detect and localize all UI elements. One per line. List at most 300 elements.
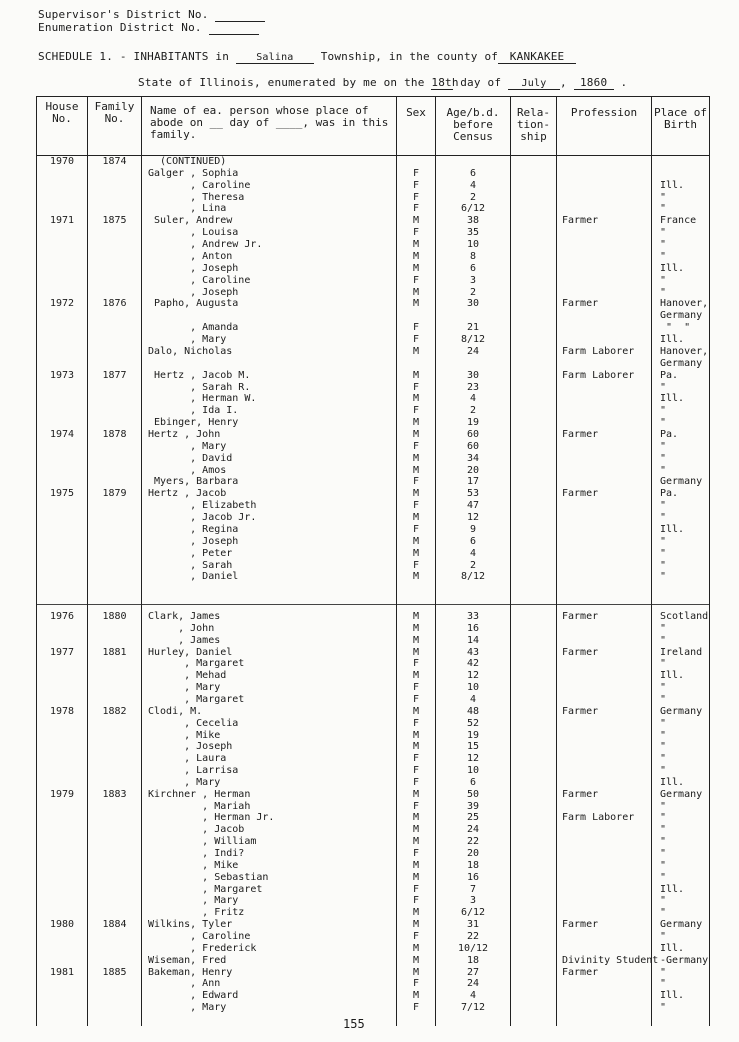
cell-name: , Cecelia xyxy=(148,717,239,729)
cell-age: 20 xyxy=(466,464,480,476)
cell-age: 17 xyxy=(466,476,480,488)
supervisor-label: Supervisor's District No. xyxy=(38,8,209,21)
cell-family: 1882 xyxy=(102,705,127,717)
cell-name: , William xyxy=(148,836,257,848)
cell-age: 6 xyxy=(469,535,477,547)
cell-age: 2 xyxy=(469,405,477,417)
cell-name: , Lina xyxy=(148,203,227,215)
cell-age: 12 xyxy=(466,512,480,524)
cell-place: " xyxy=(660,729,667,741)
cell-place: " xyxy=(660,836,667,848)
cell-sex: F xyxy=(412,682,420,694)
cell-sex: M xyxy=(412,788,420,800)
township-label: Township, in the county of xyxy=(320,50,499,63)
cell-name: , Indi? xyxy=(148,848,245,859)
cell-place: " xyxy=(660,1002,667,1014)
cell-age: 8 xyxy=(469,250,477,262)
cell-place: " xyxy=(660,250,667,262)
col-rule-5 xyxy=(510,96,511,1026)
cell-sex: M xyxy=(412,239,420,251)
col-header-name: Name of ea. person whose place of abode on __ day of ____, was in this family. xyxy=(150,104,389,141)
cell-age: 6 xyxy=(469,262,477,274)
cell-name: , John xyxy=(148,622,215,634)
cell-sex: F xyxy=(412,405,420,417)
cell-place: Ill. xyxy=(660,523,685,535)
cell-prof: Farmer xyxy=(562,705,599,717)
day-of-label: day of xyxy=(460,76,502,89)
cell-house: 1972 xyxy=(49,298,75,310)
cell-family: 1879 xyxy=(102,488,127,500)
cell-age: 3 xyxy=(469,274,477,286)
cell-age: 24 xyxy=(466,824,480,836)
cell-sex: M xyxy=(412,215,420,227)
cell-name: Hertz , John xyxy=(148,429,221,440)
day-value: 18th xyxy=(431,76,459,89)
cell-place: Ill. xyxy=(660,883,685,895)
year-value: 1860 xyxy=(574,76,614,90)
cell-place: Ill. xyxy=(660,942,685,954)
enumeration-label: Enumeration District No. xyxy=(38,21,202,34)
cell-prof: Farmer xyxy=(562,788,599,800)
cell-age: 60 xyxy=(466,440,480,452)
cell-sex: M xyxy=(412,429,420,440)
cell-sex: F xyxy=(412,765,420,777)
cell-place: " xyxy=(660,848,667,859)
cell-name: , Sarah R. xyxy=(148,381,251,393)
cell-sex: M xyxy=(412,729,420,741)
cell-name: , David xyxy=(148,452,233,464)
cell-age: 6/12 xyxy=(460,203,486,215)
cell-age: 33 xyxy=(466,611,480,622)
cell-place: " xyxy=(660,274,667,286)
cell-sex: M xyxy=(412,369,420,381)
cell-name: Galger , Sophia xyxy=(148,167,239,179)
cell-sex: M xyxy=(412,250,420,262)
cell-name: , Larrisa xyxy=(148,765,239,777)
table-top-rule xyxy=(36,96,710,97)
cell-name: Kirchner , Herman xyxy=(148,788,251,800)
col-header-age: Age/b.d. before Census xyxy=(446,106,500,143)
cell-sex: F xyxy=(412,930,420,942)
cell-age: 39 xyxy=(466,800,480,812)
cell-place: " xyxy=(660,464,667,476)
cell-name: , Caroline xyxy=(148,274,251,286)
cell-name: , Regina xyxy=(148,523,239,535)
cell-age: 4 xyxy=(469,990,477,1002)
cell-name: Suler, Andrew xyxy=(148,215,233,227)
cell-age: 52 xyxy=(466,717,480,729)
cell-age: 31 xyxy=(466,919,480,931)
cell-name: , Mary xyxy=(148,776,221,788)
cell-age: 4 xyxy=(469,547,477,559)
cell-sex: M xyxy=(412,812,420,824)
cell-name: , Mariah xyxy=(148,800,251,812)
cell-house: 1974 xyxy=(49,429,75,440)
col-header-profession: Profession xyxy=(570,106,638,119)
cell-sex: F xyxy=(412,895,420,907)
cell-sex: F xyxy=(412,523,420,535)
cell-place: -Germany xyxy=(660,954,709,966)
cell-sex: M xyxy=(412,571,420,583)
cell-place: " xyxy=(660,286,667,298)
cell-place: Ill. xyxy=(660,334,685,346)
cell-name: , Jacob xyxy=(148,824,245,836)
col-header-house: House No. xyxy=(45,100,79,125)
cell-name: , Amanda xyxy=(148,322,239,334)
cell-house: 1981 xyxy=(49,966,75,978)
cell-sex: M xyxy=(412,966,420,978)
cell-sex: F xyxy=(412,800,420,812)
cell-sex: M xyxy=(412,286,420,298)
cell-sex: M xyxy=(412,452,420,464)
cell-name: , Andrew Jr. xyxy=(148,239,263,251)
cell-place: " xyxy=(660,895,667,907)
cell-sex: F xyxy=(412,381,420,393)
cell-age: 6/12 xyxy=(460,907,486,919)
cell-age: 10/12 xyxy=(457,942,489,954)
col-header-relationship: Rela- tion- ship xyxy=(516,106,551,143)
cell-age: 8/12 xyxy=(460,571,486,583)
cell-sex: F xyxy=(412,848,420,859)
cell-age: 16 xyxy=(466,622,480,634)
cell-age: 30 xyxy=(466,369,480,381)
cell-sex: F xyxy=(412,440,420,452)
cell-name: , Daniel xyxy=(148,571,239,583)
cell-name: , Mehad xyxy=(148,670,227,682)
cell-age: 24 xyxy=(466,345,480,357)
cell-place: " xyxy=(660,812,667,824)
cell-place: Germany xyxy=(660,357,703,369)
cell-name: , Mary xyxy=(148,895,239,907)
cell-place: Germany xyxy=(660,788,703,800)
cell-name: , Margaret xyxy=(148,658,245,670)
cell-age: 10 xyxy=(466,682,480,694)
cell-name: , Joseph xyxy=(148,286,239,298)
cell-age: 21 xyxy=(466,322,480,334)
cell-place: " xyxy=(660,512,667,524)
cell-place: " xyxy=(660,547,667,559)
cell-sex: F xyxy=(412,334,420,346)
cell-place: " xyxy=(660,753,667,765)
cell-prof: Farmer xyxy=(562,966,599,978)
cell-age: 50 xyxy=(466,788,480,800)
cell-sex: M xyxy=(412,611,420,622)
cell-place: Pa. xyxy=(660,488,679,500)
cell-name: Papho, Augusta xyxy=(148,298,239,310)
cell-age: 4 xyxy=(469,393,477,405)
cell-age: 7 xyxy=(469,883,477,895)
cell-sex: F xyxy=(412,753,420,765)
cell-family: 1876 xyxy=(102,298,127,310)
cell-age: 18 xyxy=(466,859,480,871)
cell-place: Ill. xyxy=(660,393,685,405)
cell-age: 12 xyxy=(466,753,480,765)
cell-age: 6 xyxy=(469,776,477,788)
cell-place: " " xyxy=(660,322,691,334)
cell-age: 15 xyxy=(466,741,480,753)
cell-place: " xyxy=(660,800,667,812)
cell-house: 1970 xyxy=(49,156,75,167)
cell-name: , Laura xyxy=(148,753,227,765)
cell-place: " xyxy=(660,871,667,883)
cell-age: 53 xyxy=(466,488,480,500)
cell-name: , Mike xyxy=(148,729,221,741)
cell-house: 1979 xyxy=(49,788,75,800)
cell-place: " xyxy=(660,405,667,417)
cell-place: Germany xyxy=(660,919,703,931)
cell-age: 10 xyxy=(466,765,480,777)
cell-name: , Elizabeth xyxy=(148,500,257,512)
cell-age: 34 xyxy=(466,452,480,464)
cell-place: " xyxy=(660,440,667,452)
cell-place: Ill. xyxy=(660,990,685,1002)
enumeration-blank xyxy=(209,21,259,35)
cell-place: " xyxy=(660,227,667,239)
cell-name: , Louisa xyxy=(148,227,239,239)
cell-sex: F xyxy=(412,179,420,191)
cell-age: 16 xyxy=(466,871,480,883)
cell-sex: F xyxy=(412,776,420,788)
cell-name: Clodi, M. xyxy=(148,705,203,717)
cell-age: 18 xyxy=(466,954,480,966)
cell-sex: M xyxy=(412,836,420,848)
cell-sex: M xyxy=(412,954,420,966)
cell-age: 42 xyxy=(466,658,480,670)
cell-name: , Anton xyxy=(148,250,233,262)
cell-name: , Jacob Jr. xyxy=(148,512,257,524)
cell-place: " xyxy=(660,417,667,429)
cell-age: 3 xyxy=(469,895,477,907)
cell-prof: Farm Laborer xyxy=(562,369,635,381)
cell-name: , Caroline xyxy=(148,930,251,942)
cell-age: 22 xyxy=(466,836,480,848)
county-value: KANKAKEE xyxy=(498,50,576,64)
cell-name: , Herman Jr. xyxy=(148,812,275,824)
cell-age: 9 xyxy=(469,523,477,535)
cell-family: 1880 xyxy=(102,611,127,622)
cell-name: , Frederick xyxy=(148,942,257,954)
cell-age: 27 xyxy=(466,966,480,978)
state-prefix: State of Illinois, enumerated by me on the xyxy=(138,76,425,89)
cell-place: " xyxy=(660,682,667,694)
cell-name: , Mary xyxy=(148,1002,227,1014)
cell-sex: M xyxy=(412,262,420,274)
cell-sex: F xyxy=(412,167,420,179)
cell-age: 10 xyxy=(466,239,480,251)
cell-place: Germany xyxy=(660,310,703,322)
cell-place: " xyxy=(660,452,667,464)
cell-name: , Ann xyxy=(148,978,221,990)
cell-sex: M xyxy=(412,464,420,476)
cell-age: 43 xyxy=(466,646,480,658)
cell-house: 1973 xyxy=(49,369,75,381)
cell-name: Wiseman, Fred xyxy=(148,954,227,966)
cell-age: 4 xyxy=(469,179,477,191)
enumeration-line xyxy=(38,21,259,35)
cell-prof: Farm Laborer xyxy=(562,812,635,824)
col-rule-6 xyxy=(556,96,557,1026)
cell-prof: Farmer xyxy=(562,646,599,658)
cell-age: 8/12 xyxy=(460,334,486,346)
cell-family: 1875 xyxy=(102,215,127,227)
cell-name: , Mary xyxy=(148,682,221,694)
cell-sex: M xyxy=(412,547,420,559)
cell-age: 2 xyxy=(469,191,477,203)
cell-place: France xyxy=(660,215,697,227)
cell-sex: F xyxy=(412,203,420,215)
cell-age: 12 xyxy=(466,670,480,682)
cell-name: , Joseph xyxy=(148,262,239,274)
cell-place: " xyxy=(660,693,667,705)
cell-age: 14 xyxy=(466,634,480,646)
cell-sex: M xyxy=(412,512,420,524)
cell-place: Ireland xyxy=(660,646,703,658)
col-header-birthplace: Place of Birth xyxy=(654,106,707,131)
cell-sex: F xyxy=(412,274,420,286)
cell-age: 47 xyxy=(466,500,480,512)
col-rule-0 xyxy=(36,96,37,1026)
cell-name: Hertz , Jacob M. xyxy=(148,369,251,381)
cell-name: Bakeman, Henry xyxy=(148,966,233,978)
cell-sex: M xyxy=(412,345,420,357)
cell-sex: F xyxy=(412,693,420,705)
cell-place: " xyxy=(660,966,667,978)
cell-name: , Herman W. xyxy=(148,393,257,405)
cell-house: 1980 xyxy=(49,919,75,931)
cell-name: , Mary xyxy=(148,334,227,346)
col-header-family: Family No. xyxy=(94,100,135,125)
cell-prof: Farmer xyxy=(562,919,599,931)
cell-sex: M xyxy=(412,535,420,547)
cell-sex: M xyxy=(412,634,420,646)
cell-name: Clark, James xyxy=(148,611,221,622)
cell-house: 1978 xyxy=(49,705,75,717)
cell-family: 1874 xyxy=(102,156,127,167)
cell-place: " xyxy=(660,859,667,871)
cell-age: 20 xyxy=(466,848,480,859)
cell-age: 25 xyxy=(466,812,480,824)
cell-place: " xyxy=(660,381,667,393)
cell-age: 19 xyxy=(466,417,480,429)
cell-sex: F xyxy=(412,191,420,203)
cell-place: " xyxy=(660,559,667,571)
schedule-prefix: SCHEDULE 1. - INHABITANTS in xyxy=(38,50,230,63)
cell-age: 6 xyxy=(469,167,477,179)
cell-name: , Margaret xyxy=(148,693,245,705)
cell-family: 1884 xyxy=(102,919,127,931)
cell-age: 38 xyxy=(466,215,480,227)
cell-sex: F xyxy=(412,1002,420,1014)
cell-name: (CONTINUED) xyxy=(148,156,227,167)
cell-name: , Sebastian xyxy=(148,871,269,883)
cell-age: 24 xyxy=(466,978,480,990)
cell-age: 30 xyxy=(466,298,480,310)
cell-name: Wilkins, Tyler xyxy=(148,919,233,931)
cell-age: 2 xyxy=(469,559,477,571)
cell-sex: M xyxy=(412,919,420,931)
page-number: 155 xyxy=(343,1017,365,1031)
cell-age: 48 xyxy=(466,705,480,717)
section-divider-rule xyxy=(36,604,710,605)
cell-place: " xyxy=(660,571,667,583)
cell-family: 1877 xyxy=(102,369,127,381)
cell-name: , Theresa xyxy=(148,191,245,203)
cell-family: 1878 xyxy=(102,429,127,440)
cell-place: Scotland xyxy=(660,611,709,622)
cell-sex: M xyxy=(412,670,420,682)
cell-place: Germany xyxy=(660,476,703,488)
cell-name: , Edward xyxy=(148,990,239,1002)
cell-prof: Farmer xyxy=(562,429,599,440)
cell-name: , Mike xyxy=(148,859,239,871)
cell-sex: M xyxy=(412,824,420,836)
cell-prof: Farmer xyxy=(562,611,599,622)
cell-house: 1977 xyxy=(49,646,75,658)
col-rule-7 xyxy=(651,96,652,1026)
cell-name: , Ida I. xyxy=(148,405,239,417)
state-line: State of Illinois, enumerated by me on the 18th day of July , 1860 . xyxy=(138,76,628,89)
cell-sex: F xyxy=(412,978,420,990)
supervisor-blank xyxy=(215,8,265,22)
cell-sex: M xyxy=(412,646,420,658)
cell-place: Hanover, xyxy=(660,345,709,357)
cell-place: Ill. xyxy=(660,776,685,788)
cell-prof: Farm Laborer xyxy=(562,345,635,357)
cell-name: Ebinger, Henry xyxy=(148,417,239,429)
cell-sex: M xyxy=(412,298,420,310)
cell-sex: M xyxy=(412,705,420,717)
cell-place: " xyxy=(660,658,667,670)
cell-name: , Joseph xyxy=(148,535,239,547)
cell-age: 23 xyxy=(466,381,480,393)
cell-sex: M xyxy=(412,942,420,954)
cell-sex: M xyxy=(412,393,420,405)
cell-sex: M xyxy=(412,859,420,871)
cell-sex: F xyxy=(412,658,420,670)
cell-name: , James xyxy=(148,634,221,646)
cell-sex: M xyxy=(412,488,420,500)
cell-name: , Margaret xyxy=(148,883,263,895)
cell-sex: F xyxy=(412,500,420,512)
col-header-sex: Sex xyxy=(406,106,426,119)
cell-age: 60 xyxy=(466,429,480,440)
cell-sex: M xyxy=(412,741,420,753)
cell-place: " xyxy=(660,203,667,215)
cell-place: Ill. xyxy=(660,179,685,191)
col-rule-1 xyxy=(87,96,88,1026)
cell-family: 1881 xyxy=(102,646,127,658)
cell-prof: Farmer xyxy=(562,488,599,500)
cell-sex: F xyxy=(412,476,420,488)
col-rule-2 xyxy=(141,96,142,1026)
cell-place: " xyxy=(660,535,667,547)
cell-place: Pa. xyxy=(660,429,679,440)
cell-age: 19 xyxy=(466,729,480,741)
cell-name: , Peter xyxy=(148,547,233,559)
cell-place: Germany xyxy=(660,705,703,717)
cell-place: " xyxy=(660,717,667,729)
cell-place: Ill. xyxy=(660,262,685,274)
cell-name: , Caroline xyxy=(148,179,251,191)
cell-prof: Farmer xyxy=(562,298,599,310)
cell-place: " xyxy=(660,978,667,990)
cell-place: " xyxy=(660,191,667,203)
cell-name: , Mary xyxy=(148,440,227,452)
cell-sex: F xyxy=(412,559,420,571)
cell-age: 4 xyxy=(469,693,477,705)
cell-family: 1883 xyxy=(102,788,127,800)
cell-sex: F xyxy=(412,322,420,334)
